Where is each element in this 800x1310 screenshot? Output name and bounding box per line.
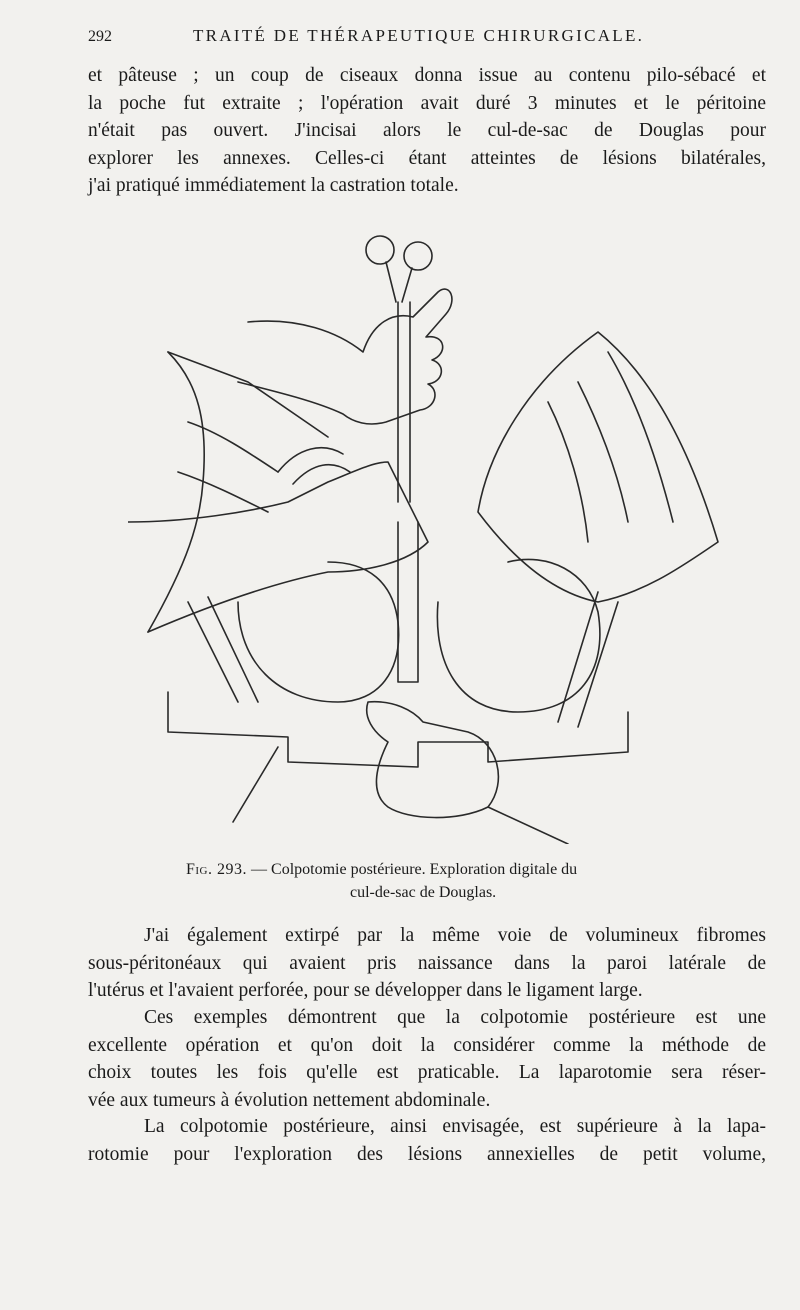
text-line: rotomie pour l'exploration des lésions annexielles de petit volume, [88, 1143, 766, 1165]
caption-text-1: — Colpotomie postérieure. Exploration digitale du [251, 861, 578, 878]
paragraph-4 [88, 1113, 766, 1168]
paragraph-2 [88, 922, 766, 1005]
text-line: vée aux tumeurs à évolution nettement abdominale. [88, 1089, 491, 1111]
caption-line-1 [186, 858, 696, 881]
text-line: J'ai également extirpé par la même voie de volumineux fibromes [144, 925, 766, 946]
caption-line-2: cul-de-sac de Douglas. [350, 884, 497, 901]
text-line: j'ai pratiqué immédiatement la castration totale. [88, 175, 459, 196]
text-line: n'était pas ouvert. J'incisai alors le cul-de-sac de Douglas pour [88, 120, 766, 141]
text-line: l'utérus et l'avaient perforée, pour se développer dans le ligament large. [88, 980, 643, 1001]
paragraph-1 [88, 62, 766, 200]
surgical-illustration [128, 222, 728, 844]
running-title: TRAITÉ DE THÉRAPEUTIQUE CHIRURGICALE. [193, 26, 645, 45]
text-line: choix toutes les fois qu'elle est praticable. La laparotomie sera réser- [88, 1062, 766, 1083]
page-number: 292 [88, 28, 112, 45]
text-line: sous-péritonéaux qui avaient pris naissance dans la paroi latérale de [88, 952, 766, 974]
text-line: explorer les annexes. Celles-ci étant atteintes de lésions bilatérales, [88, 147, 766, 169]
paragraph-3 [88, 1004, 766, 1114]
text-line: La colpotomie postérieure, ainsi envisagée, est supérieure à la lapa- [144, 1116, 766, 1137]
text-line: et pâteuse ; un coup de ciseaux donna issue au contenu pilo-sébacé et [88, 65, 766, 86]
engraving-drawing [128, 222, 728, 844]
figure-caption [186, 858, 696, 904]
text-line: Ces exemples démontrent que la colpotomie postérieure est une [144, 1007, 766, 1028]
page-header [88, 26, 758, 52]
figure-label: Fig. 293. [186, 861, 248, 878]
text-line: excellente opération et qu'on doit la considérer comme la méthode de [88, 1034, 766, 1056]
text-line: la poche fut extraite ; l'opération avait duré 3 minutes et le péritoine [88, 92, 766, 114]
